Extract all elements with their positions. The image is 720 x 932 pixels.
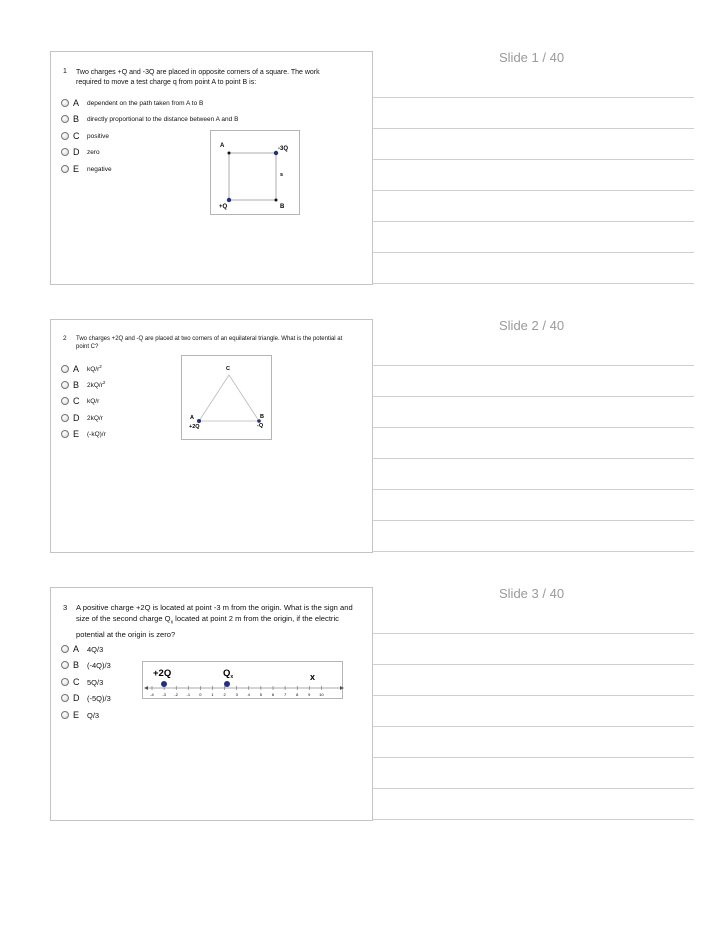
option-letter: C xyxy=(73,677,80,687)
note-line xyxy=(373,159,694,160)
radio-button[interactable] xyxy=(61,148,69,156)
tick-label: -3 xyxy=(162,692,166,697)
option-a[interactable] xyxy=(61,643,103,655)
question-text-part-1: A positive charge +2Q is located at point -3 m from the origin. What is the sign and size of the second charge Q xyxy=(76,603,353,623)
tick-label: -4 xyxy=(150,692,154,697)
tick-label: 6 xyxy=(271,692,275,697)
question-subscript: x xyxy=(170,619,174,626)
tick-label: -2 xyxy=(174,692,178,697)
tick-label: 3 xyxy=(235,692,238,697)
label-pos2q: +2Q xyxy=(153,668,172,679)
tick-label: 0 xyxy=(199,692,202,697)
label-q: Q xyxy=(223,668,231,679)
option-d[interactable] xyxy=(61,412,103,424)
option-text: (-5Q)/3 xyxy=(87,693,111,703)
option-letter: E xyxy=(73,710,80,720)
slide-label: Slide 2 / 40 xyxy=(499,318,565,333)
option-b[interactable] xyxy=(61,113,238,125)
label-negq: -Q xyxy=(257,423,264,429)
option-e[interactable] xyxy=(61,163,112,175)
question-number: 1 xyxy=(63,68,67,75)
label-pos2q: +2Q xyxy=(189,424,200,430)
charge-pos2q-dot xyxy=(161,681,167,687)
option-c[interactable] xyxy=(61,130,109,142)
arrow-right-icon xyxy=(340,686,344,690)
option-text: kQ/r xyxy=(87,397,100,405)
radio-button[interactable] xyxy=(61,694,69,702)
option-letter: D xyxy=(73,147,80,157)
label-posq: +Q xyxy=(219,204,228,210)
radio-button[interactable] xyxy=(61,661,69,669)
question-text xyxy=(76,602,361,640)
option-d[interactable] xyxy=(61,146,100,158)
option-text xyxy=(87,380,105,389)
label-a: A xyxy=(220,143,225,149)
option-letter: B xyxy=(73,114,80,124)
triangle-diagram-svg xyxy=(182,356,273,441)
radio-button[interactable] xyxy=(61,165,69,173)
tick-label: 4 xyxy=(247,692,250,697)
note-line xyxy=(373,489,694,490)
note-line xyxy=(373,221,694,222)
triangle-diagram xyxy=(181,355,272,440)
charge-qx-dot xyxy=(224,681,230,687)
option-text: zero xyxy=(87,148,100,156)
square-diagram xyxy=(210,130,300,215)
option-letter: D xyxy=(73,693,80,703)
option-text: 4Q/3 xyxy=(87,644,104,654)
number-line-diagram xyxy=(142,661,343,699)
option-letter: B xyxy=(73,380,80,390)
question-text-part-2: located at point 2 m from the origin, if the electric potential at the origin is zero? xyxy=(76,614,339,639)
question-number: 3 xyxy=(63,603,68,612)
note-line xyxy=(373,365,694,366)
note-line xyxy=(373,458,694,459)
option-superscript: 2 xyxy=(102,380,106,386)
number-line-svg xyxy=(143,662,344,700)
option-b[interactable] xyxy=(61,659,111,671)
option-letter: B xyxy=(73,660,80,670)
tick-label: 10 xyxy=(319,692,324,697)
note-line xyxy=(373,819,694,820)
option-d[interactable] xyxy=(61,692,111,704)
slide-label: Slide 1 / 40 xyxy=(499,50,565,65)
tick-label: 8 xyxy=(296,692,299,697)
slide-1 xyxy=(50,51,373,285)
label-q-subscript: x xyxy=(230,674,234,680)
tick-group xyxy=(150,686,324,697)
option-letter: D xyxy=(73,413,80,423)
radio-button[interactable] xyxy=(61,397,69,405)
radio-button[interactable] xyxy=(61,132,69,140)
option-text xyxy=(87,364,102,373)
note-line xyxy=(373,396,694,397)
option-text: positive xyxy=(87,132,110,140)
option-text-main: 2kQ/r xyxy=(87,382,103,390)
radio-button[interactable] xyxy=(61,365,69,373)
note-line xyxy=(373,252,694,253)
tick-label: -1 xyxy=(186,692,191,697)
note-line xyxy=(373,190,694,191)
note-line xyxy=(373,788,694,789)
label-c: C xyxy=(226,366,230,372)
label-b: B xyxy=(260,414,264,420)
note-line xyxy=(373,726,694,727)
triangle-outline xyxy=(199,375,259,421)
option-text: Q/3 xyxy=(87,710,100,720)
tick-label: 5 xyxy=(259,692,263,697)
radio-button[interactable] xyxy=(61,430,69,438)
option-letter: A xyxy=(73,98,80,108)
note-line xyxy=(373,757,694,758)
note-line xyxy=(373,520,694,521)
square-diagram-svg xyxy=(211,131,301,216)
question-text: Two charges +Q and -3Q are placed in opposite corners of a square. The work required to move a test charge q from point A to point B is: xyxy=(76,69,320,86)
radio-button[interactable] xyxy=(61,115,69,123)
option-letter: C xyxy=(73,396,80,406)
point-b-dot xyxy=(275,199,278,202)
note-line xyxy=(373,128,694,129)
slide-3 xyxy=(50,587,373,821)
charge-posq-dot xyxy=(227,198,231,202)
note-line xyxy=(373,97,694,98)
label-a: A xyxy=(190,415,194,421)
radio-button[interactable] xyxy=(61,414,69,422)
charge-pos2q-dot xyxy=(197,419,201,423)
question-text: Two charges +2Q and -Q are placed at two corners of an equilateral triangle. What is the potential at point C? xyxy=(76,336,343,350)
tick-label: 2 xyxy=(223,692,226,697)
note-line xyxy=(373,283,694,284)
square-outline xyxy=(229,153,276,200)
radio-button[interactable] xyxy=(61,678,69,686)
radio-button[interactable] xyxy=(61,711,69,719)
note-line xyxy=(373,551,694,552)
slide-2 xyxy=(50,319,373,553)
option-superscript: 2 xyxy=(99,364,102,370)
option-text: 2kQ/r xyxy=(87,414,103,422)
option-text: directly proportional to the distance between A and B xyxy=(87,115,239,123)
option-b[interactable] xyxy=(61,379,105,391)
label-qx xyxy=(223,668,233,680)
option-a[interactable] xyxy=(61,363,102,375)
arrow-left-icon xyxy=(144,686,148,690)
point-a-dot xyxy=(228,152,231,155)
option-text: dependent on the path taken from A to B xyxy=(87,99,204,107)
option-text: (-4Q)/3 xyxy=(87,660,111,670)
option-c[interactable] xyxy=(61,395,99,407)
radio-button[interactable] xyxy=(61,99,69,107)
tick-label: 1 xyxy=(211,692,214,697)
question-number: 2 xyxy=(63,335,67,342)
option-c[interactable] xyxy=(61,676,103,688)
option-letter: C xyxy=(73,131,80,141)
label-x: x xyxy=(310,672,316,682)
option-text-main: kQ/r xyxy=(87,366,100,374)
option-text: (-kQ)/r xyxy=(87,430,106,438)
radio-button[interactable] xyxy=(61,645,69,653)
option-letter: E xyxy=(73,429,80,439)
note-line xyxy=(373,427,694,428)
option-letter: A xyxy=(73,364,80,374)
option-letter: E xyxy=(73,164,80,174)
option-e[interactable] xyxy=(61,428,106,440)
label-s: s xyxy=(280,172,284,178)
note-line xyxy=(373,633,694,634)
note-line xyxy=(373,664,694,665)
option-letter: A xyxy=(73,644,80,654)
option-a[interactable] xyxy=(61,97,203,109)
slide-label: Slide 3 / 40 xyxy=(499,586,565,601)
label-neg3q: -3Q xyxy=(278,146,289,152)
tick-label: 9 xyxy=(308,692,311,697)
option-text: 5Q/3 xyxy=(87,677,104,687)
label-b: B xyxy=(280,204,285,210)
option-e[interactable] xyxy=(61,709,99,721)
note-line xyxy=(373,695,694,696)
tick-label: 7 xyxy=(283,692,287,697)
option-text: negative xyxy=(87,165,112,173)
radio-button[interactable] xyxy=(61,381,69,389)
